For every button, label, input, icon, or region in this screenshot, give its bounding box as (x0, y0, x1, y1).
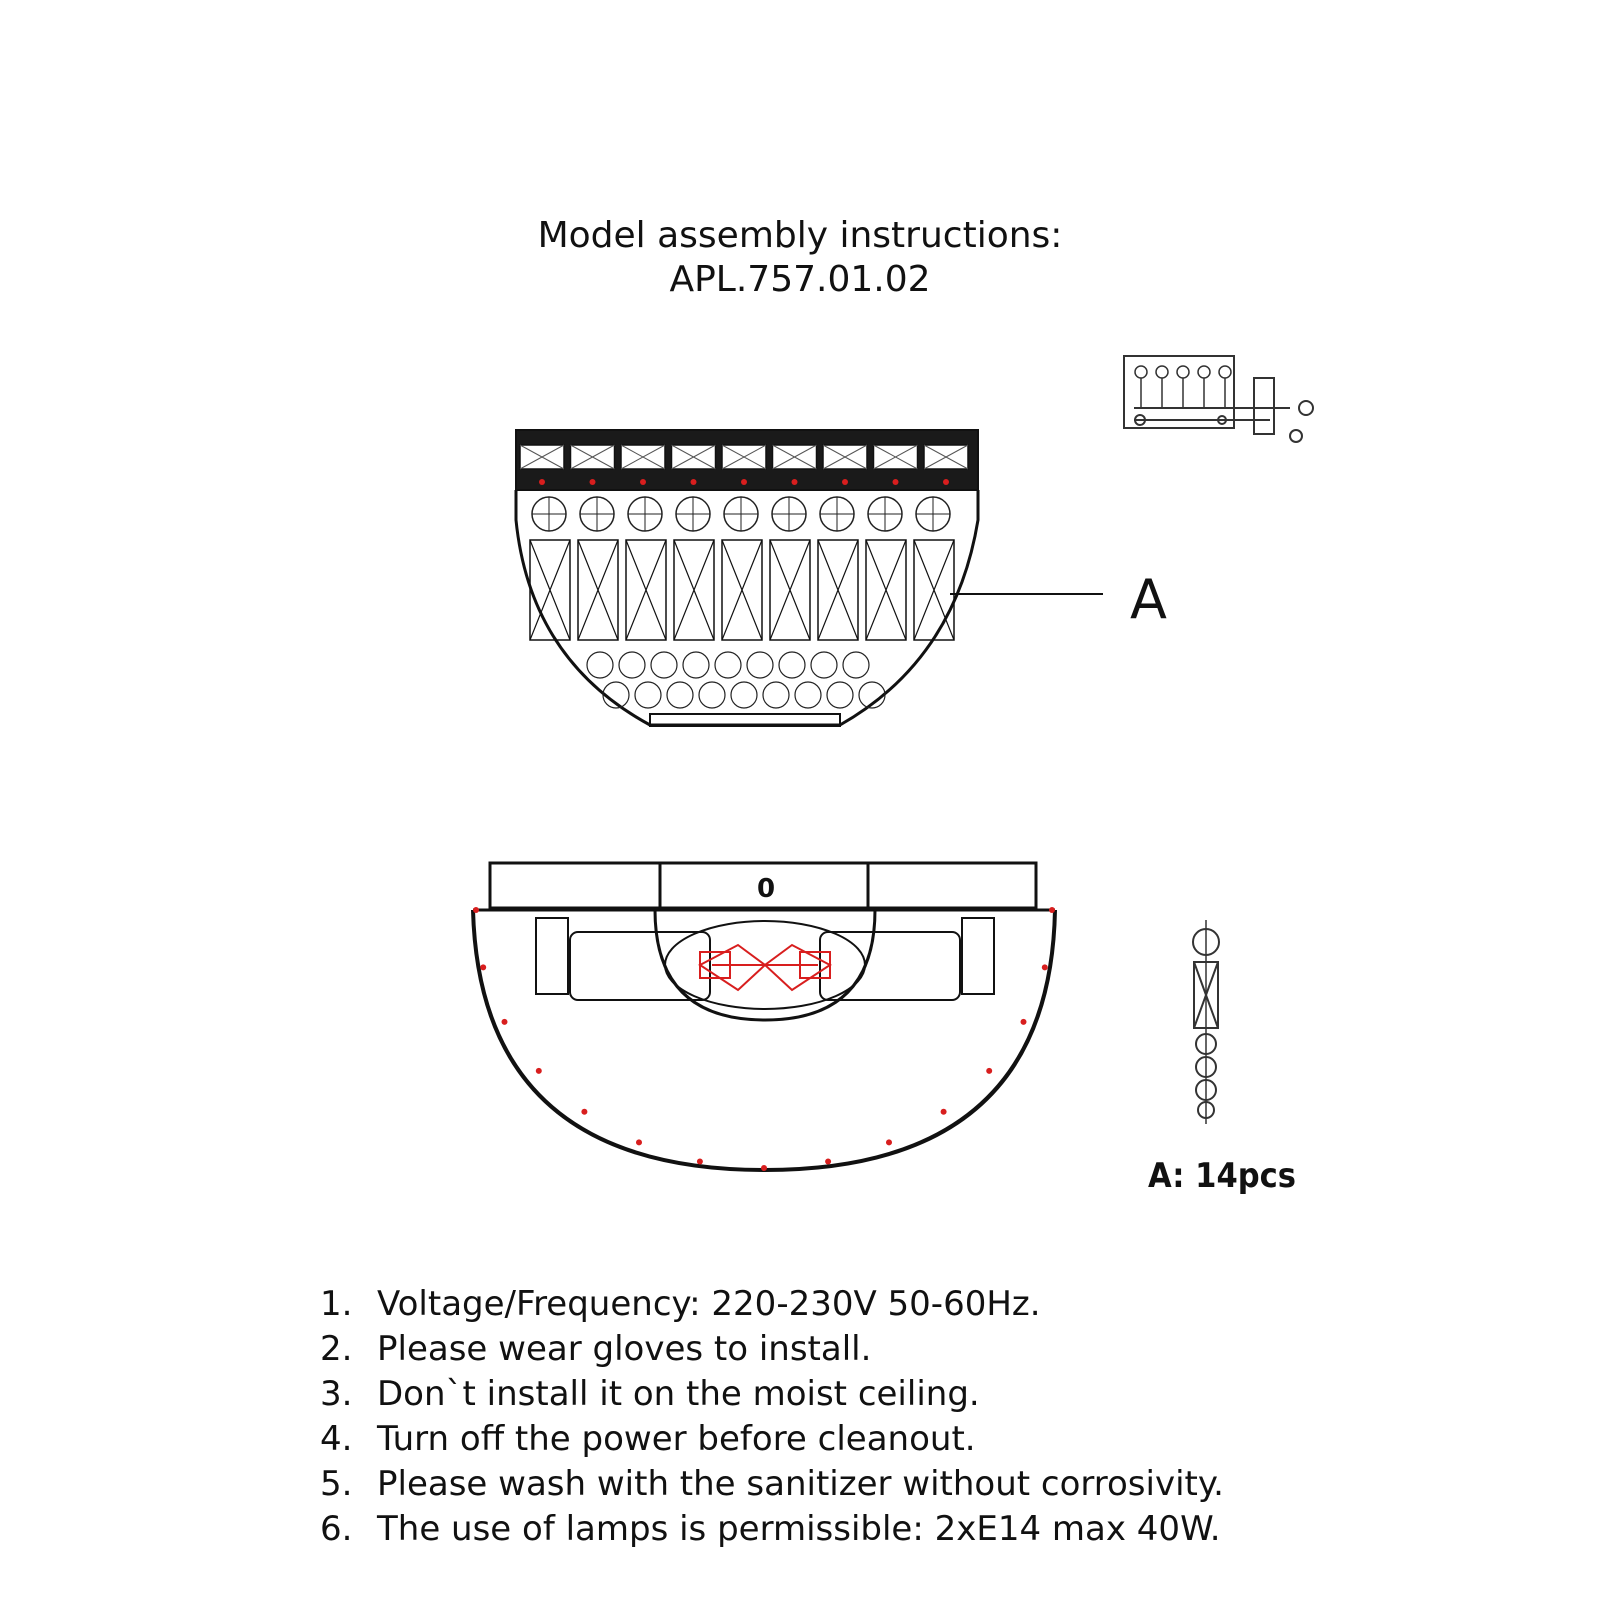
center-mark: 0 (756, 874, 776, 904)
crystal-part-a (1193, 920, 1219, 1124)
band-red-dot (691, 479, 697, 485)
prism-cross (770, 540, 810, 640)
drop-crystal (811, 652, 837, 678)
prism-cross (722, 540, 762, 640)
item-text: Please wear gloves to install. (377, 1329, 872, 1369)
title-line-1: Model assembly instructions: (537, 215, 1063, 256)
item-number: 1. (320, 1284, 353, 1324)
drop-crystal (635, 682, 661, 708)
dome-marker (473, 907, 479, 913)
bulb-symbol (1135, 366, 1147, 378)
prism-cross (530, 540, 570, 640)
dome-outline (473, 910, 1055, 1170)
crystal-rows (530, 497, 954, 708)
item-number: 4. (320, 1419, 353, 1459)
drop-crystal (731, 682, 757, 708)
drop-crystal (619, 652, 645, 678)
item-text: The use of lamps is permissible: 2xE14 max 40W. (377, 1509, 1221, 1549)
prism-cross (674, 540, 714, 640)
dome-marker (761, 1165, 767, 1171)
dome-marker (636, 1139, 642, 1145)
bottom-view (473, 863, 1055, 1171)
dome-marker (1042, 964, 1048, 970)
band-red-dot (792, 479, 798, 485)
item-text: Please wash with the sanitizer without corrosivity. (377, 1464, 1224, 1504)
dome-marker (581, 1109, 587, 1115)
drop-crystal (667, 682, 693, 708)
band-red-dot (893, 479, 899, 485)
prism-cross (866, 540, 906, 640)
dome-marker (1021, 1019, 1027, 1025)
item-number: 6. (320, 1509, 353, 1549)
item-text: Don`t install it on the moist ceiling. (377, 1374, 980, 1414)
item-text: Turn off the power before cleanout. (377, 1419, 976, 1459)
drop-crystal (699, 682, 725, 708)
instruction-list (320, 1282, 1224, 1552)
dome-marker (825, 1159, 831, 1165)
terminal-circle (1299, 401, 1313, 415)
model-number: APL.757.01.02 (669, 259, 931, 300)
drop-crystal (763, 682, 789, 708)
drop-crystal (587, 652, 613, 678)
item-number: 3. (320, 1374, 353, 1414)
drop-crystal (827, 682, 853, 708)
bulb-symbol (1156, 366, 1168, 378)
band-red-dot (590, 479, 596, 485)
instruction-item (320, 1507, 1224, 1552)
dome-marker (1049, 907, 1055, 913)
drop-crystal (779, 652, 805, 678)
dome-marker (536, 1068, 542, 1074)
part-count-label: A: 14pcs (1148, 1156, 1296, 1196)
bowl-outline (516, 490, 978, 725)
instruction-item (320, 1417, 1224, 1462)
drop-crystal (651, 652, 677, 678)
dome-marker (986, 1068, 992, 1074)
dome-markers (473, 907, 1055, 1171)
band-red-dot (741, 479, 747, 485)
dome-marker (941, 1109, 947, 1115)
instruction-item (320, 1327, 1224, 1372)
band-red-dot (943, 479, 949, 485)
instruction-item (320, 1462, 1224, 1507)
lamp-bulbs (700, 945, 830, 990)
item-number: 5. (320, 1464, 353, 1504)
prism-cross (626, 540, 666, 640)
bulb-symbol (1177, 366, 1189, 378)
prism-cross (578, 540, 618, 640)
band-red-dot (539, 479, 545, 485)
prism-cross (914, 540, 954, 640)
prism-cross (818, 540, 858, 640)
instruction-item (320, 1372, 1224, 1417)
dome-marker (502, 1019, 508, 1025)
band-red-dot (842, 479, 848, 485)
instruction-item (320, 1282, 1224, 1327)
band-red-dot (640, 479, 646, 485)
bulb-symbol (1198, 366, 1210, 378)
drop-crystal (715, 652, 741, 678)
callout-letter: A (1130, 568, 1167, 631)
dome-marker (480, 964, 486, 970)
drop-crystal (843, 652, 869, 678)
terminal-block (1254, 378, 1274, 434)
dome-marker (886, 1139, 892, 1145)
dome-marker (697, 1159, 703, 1165)
item-text: Voltage/Frequency: 220-230V 50-60Hz. (377, 1284, 1041, 1324)
ground-symbol (1290, 430, 1302, 442)
drop-crystal (747, 652, 773, 678)
drop-crystal (683, 652, 709, 678)
front-view (516, 430, 1103, 726)
item-number: 2. (320, 1329, 353, 1369)
wiring-diagram (1124, 356, 1313, 442)
drop-crystal (795, 682, 821, 708)
bulb-symbol (1219, 366, 1231, 378)
bulb-symbols (1135, 366, 1231, 408)
